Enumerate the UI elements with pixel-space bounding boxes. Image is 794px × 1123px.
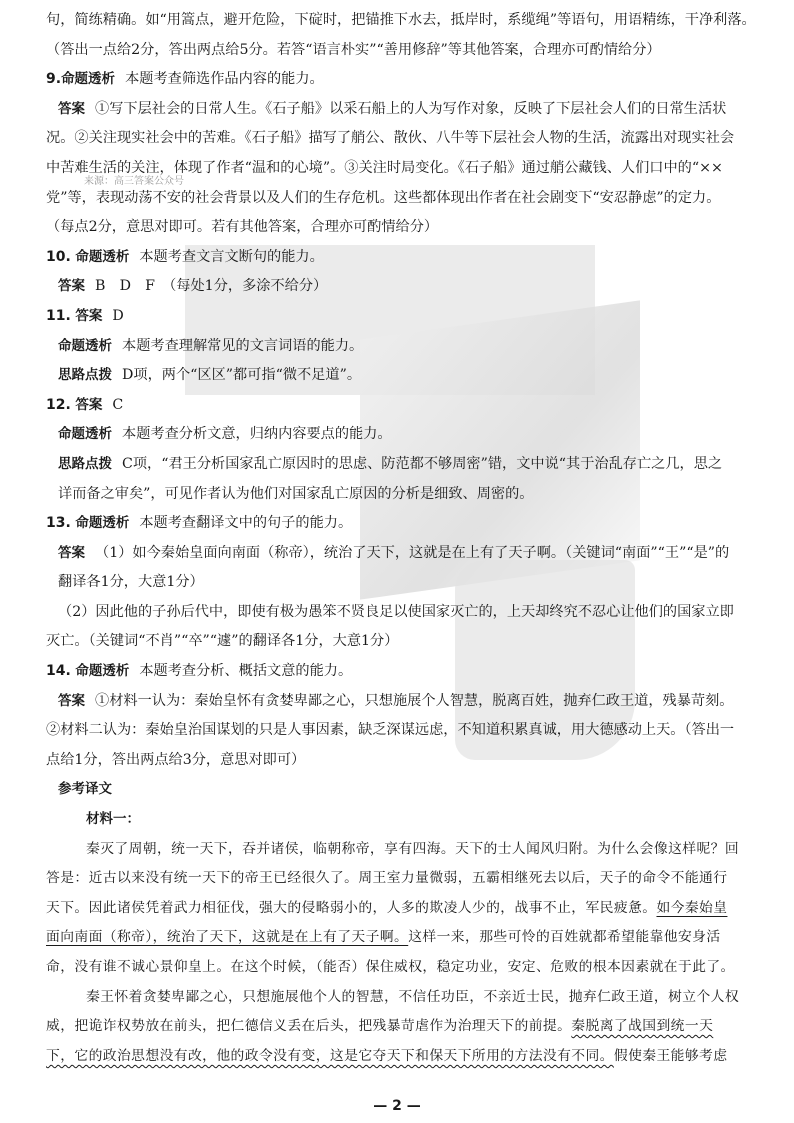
- hint-tag: 思路点拨: [58, 455, 112, 472]
- question-10-header: [46, 243, 760, 273]
- section-tag: 命题透析: [75, 515, 130, 532]
- translation-text: 威，把诡诈权势放在前头，把仁德信义丢在后头，把残暴苛虐作为治理天下的前提。: [46, 1018, 572, 1035]
- section-tag: 命题透析: [58, 337, 112, 354]
- analysis-line: [46, 332, 760, 362]
- answer-content: [46, 6, 760, 1071]
- translation-line: 答是：近古以来没有统一天下的帝王已经很久了。周王室力量微弱，五霸相继死去以后，天子的命令不能通行: [46, 870, 728, 887]
- answer-line: [46, 95, 760, 125]
- text-line: 况。②关注现实社会中的苦难。《石子船》描写了艄公、散伙、八牛等下层社会人物的生活，流露出对现实社会: [46, 130, 735, 147]
- answer-text: D: [112, 307, 124, 324]
- answer-tag: 答案: [75, 396, 103, 413]
- translation-text: 这样一来，那些可怜的百姓就都希望能靠他安身活: [408, 929, 721, 946]
- section-text: 本题考查分析、概括文意的能力。: [139, 663, 353, 680]
- underlined-text: 如今秦始皇: [656, 899, 728, 916]
- underlined-text: 面向南面（称帝），统治了天下，这就是在上有了天子啊。: [46, 929, 409, 946]
- question-11-header: [46, 302, 760, 332]
- text-line: 点给1分，答出两点给3分，意思对即可）: [46, 751, 306, 768]
- question-number: 12.: [46, 396, 71, 413]
- material-heading: 材料一：: [86, 811, 140, 828]
- answer-tag: 答案: [58, 544, 85, 561]
- reference-heading: 参考译文: [58, 781, 112, 798]
- text-line: 中苦难生活的关注，体现了作者“温和的心境”。③关注时局变化。《石子船》通过艄公藏钱、人们口中的“××: [46, 159, 723, 176]
- question-9-header: [46, 65, 760, 95]
- text-line: 党”等，表现动荡不安的社会背景以及人们的生存危机。这些都体现出作者在社会剧变下“安忍静虑”的定力。: [46, 189, 721, 206]
- question-12-header: [46, 391, 760, 421]
- text-line: ②材料二认为：秦始皇治国谋划的只是人事因素，缺乏深谋远虑，不知道积累真诚，用大德感动上天。（答出一: [46, 722, 735, 739]
- page-number: — 2 —: [373, 1098, 421, 1114]
- answer-line: [46, 272, 760, 302]
- hint-line: [46, 450, 760, 480]
- answer-tag: 答案: [58, 100, 85, 117]
- wavy-underlined-text: 下，它的政治思想没有改，他的政令没有变，这是它夺天下和保天下所用的方法没有不同。: [46, 1047, 614, 1064]
- wavy-underlined-text: 秦脱离了战国到统一天: [571, 1018, 714, 1035]
- question-number: 9.: [46, 71, 62, 88]
- section-tag: 命题透析: [75, 663, 130, 680]
- answer-text: ①材料一认为：秦始皇怀有贪婪卑鄙之心，只想施展个人智慧，脱离百姓，抛弃仁政王道，残暴苛刻。: [95, 692, 734, 709]
- answer-tag: 答案: [58, 692, 85, 709]
- text-line: （每点2分，意思对即可。若有其他答案，合理亦可酌情给分）: [46, 219, 439, 236]
- section-text: 本题考查分析文意，归纳内容要点的能力。: [122, 426, 392, 443]
- section-text: 本题考查理解常见的文言词语的能力。: [122, 337, 364, 354]
- translation-line: 秦王怀着贪婪卑鄙之心，只想施展他个人的智慧，不信任功臣，不亲近士民，抛弃仁政王道，树立个人权: [86, 988, 740, 1005]
- answer-tag: 答案: [58, 278, 85, 295]
- text-line: 翻译各1分，大意1分）: [58, 574, 204, 591]
- hint-tag: 思路点拨: [58, 367, 112, 384]
- answer-text: B D F （每处1分，多涂不给分）: [95, 278, 328, 295]
- question-13-header: [46, 509, 760, 539]
- question-number: 10.: [46, 248, 71, 265]
- translation-line: 命，没有谁不诚心景仰皇上。在这个时候，（能否）保住威权，稳定功业，安定、危败的根本因素就在于此了。: [46, 959, 735, 975]
- question-number: 14.: [46, 663, 71, 680]
- translation-text: 假使秦王能够考虑: [613, 1047, 728, 1064]
- question-14-header: [46, 657, 760, 687]
- section-tag: 命题透析: [58, 426, 112, 443]
- text-line: （答出一点给2分，答出两点给5分。若答“语言朴实”“善用修辞”等其他答案，合理亦可酌情给分）: [46, 41, 661, 58]
- translation-line: [46, 1012, 760, 1042]
- analysis-line: [46, 420, 760, 450]
- question-number: 13.: [46, 515, 71, 532]
- answer-line: [46, 687, 760, 717]
- hint-text: C项，“君王分析国家乱亡原因时的思虑、防范都不够周密”错，文中说“其于治乱存亡之几，思之: [122, 455, 723, 472]
- answer-line: [46, 539, 760, 569]
- text-line: 灭亡。（关键词“不肖”“卒”“遽”的翻译各1分，大意1分）: [46, 633, 399, 650]
- translation-line: [46, 1042, 760, 1072]
- translation-text: 天下。因此诸侯凭着武力相征伐，强大的侵略弱小的，人多的欺凌人少的，战事不止，军民疲惫。: [46, 899, 657, 916]
- section-text: 本题考查筛选作品内容的能力。: [125, 71, 324, 88]
- material-title: [46, 805, 760, 835]
- hint-line: [46, 361, 760, 391]
- watermark-text: 来源：高三答案公众号: [84, 176, 184, 187]
- reference-title: [46, 775, 760, 805]
- text-line: （2）因此他的子孙后代中，即使有极为愚笨不贤良足以使国家灭亡的，上天却终究不忍心让他们的国家立即: [58, 603, 734, 620]
- section-text: 本题考查文言文断句的能力。: [139, 248, 324, 265]
- answer-text: C: [112, 396, 124, 413]
- hint-text: D项，两个“区区”都可指“微不足道”。: [122, 367, 362, 384]
- translation-line: [46, 923, 760, 953]
- text-line: 详而备之审矣”，可见作者认为他们对国家乱亡原因的分析是细致、周密的。: [58, 485, 534, 502]
- answer-text: ①写下层社会的日常人生。《石子船》以采石船上的人为写作对象，反映了下层社会人们的日常生活状: [95, 100, 727, 117]
- answer-text: （1）如今秦始皇面向南面（称帝），统治了天下，这就是在上有了天子啊。（关键词“南面”“王”“是”的: [95, 544, 730, 561]
- answer-tag: 答案: [75, 307, 103, 324]
- question-number: 11.: [46, 307, 71, 324]
- section-tag: 命题透析: [75, 248, 130, 265]
- section-text: 本题考查翻译文中的句子的能力。: [139, 515, 353, 532]
- text-line: 句，简练精确。如“用篙点，避开危险，下碇时，把锚推下水去，抵岸时，系缆绳”等语句，用语精练，干净利落。: [46, 12, 756, 28]
- translation-line: 秦灭了周朝，统一天下，吞并诸侯，临朝称帝，享有四海。天下的士人闻风归附。为什么会像这样呢？回: [86, 840, 740, 857]
- translation-line: [46, 894, 760, 924]
- section-tag: 命题透析: [61, 71, 116, 88]
